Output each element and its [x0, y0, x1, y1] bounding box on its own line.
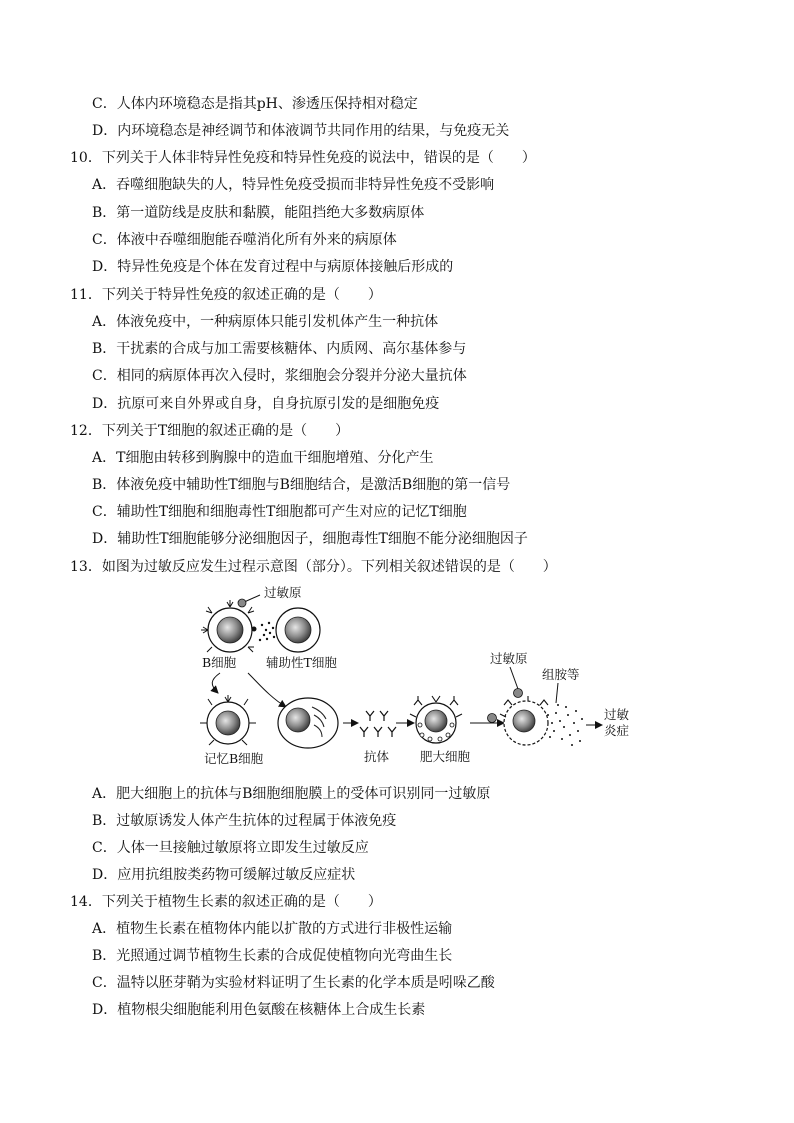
memory-b-cell — [200, 695, 256, 745]
degranulating-mast-cell — [500, 696, 583, 746]
q12-option-d: D．辅助性T细胞能够分泌细胞因子，细胞毒性T细胞不能分泌细胞因子 — [92, 531, 528, 547]
allergen-particle-top — [238, 595, 260, 607]
q11-stem: 11．下列关于特异性免疫的叙述正确的是（ ） — [70, 287, 382, 303]
q9-option-d: D．内环境稳态是神经调节和体液调节共同作用的结果，与免疫无关 — [92, 123, 510, 139]
helper-t-cell — [276, 608, 320, 652]
q13-option-d: D．应用抗组胺类药物可缓解过敏反应症状 — [92, 867, 356, 883]
allergy-process-figure — [190, 585, 650, 775]
q14-option-b: B．光照通过调节植物生长素的合成促使植物向光弯曲生长 — [92, 948, 453, 964]
q11-option-c: C．相同的病原体再次入侵时，浆细胞会分裂并分泌大量抗体 — [92, 368, 467, 384]
q10-stem: 10．下列关于人体非特异性免疫和特异性免疫的说法中，错误的是（ ） — [70, 150, 536, 166]
label-helper-t-cell: 辅助性T细胞 — [266, 655, 337, 670]
label-memory-b-cell: 记忆B细胞 — [204, 751, 264, 766]
label-antibody: 抗体 — [364, 749, 390, 764]
q11-option-a: A．体液免疫中，一种病原体只能引发机体产生一种抗体 — [92, 314, 439, 330]
cytokine-dots — [259, 622, 275, 641]
q10-option-a: A．吞噬细胞缺失的人，特异性免疫受损而非特异性免疫不受影响 — [92, 177, 495, 193]
label-b-cell: B细胞 — [202, 655, 237, 670]
q12-stem: 12．下列关于T细胞的叙述正确的是（ ） — [70, 423, 350, 439]
label-histamine: 组胺等 — [542, 667, 580, 682]
q14-option-d: D．植物根尖细胞能利用色氨酸在核糖体上合成生长素 — [92, 1002, 426, 1018]
plasma-cell — [278, 698, 338, 748]
q13-option-a: A．肥大细胞上的抗体与B细胞细胞膜上的受体可识别同一过敏原 — [92, 786, 491, 802]
label-inflammation-2: 炎症 — [604, 723, 630, 738]
mast-cell — [410, 696, 462, 743]
arrow-to-memory-b — [212, 673, 220, 693]
label-mast-cell: 肥大细胞 — [420, 749, 471, 764]
q10-option-d: D．特异性免疫是个体在发育过程中与病原体接触后形成的 — [92, 259, 454, 275]
histamine-pointer — [556, 683, 558, 703]
q14-stem: 14．下列关于植物生长素的叙述正确的是（ ） — [70, 894, 382, 910]
b-cell — [201, 600, 257, 652]
allergen-particle-middle — [488, 714, 497, 723]
q14-option-a: A．植物生长素在植物体内能以扩散的方式进行非极性运输 — [92, 921, 453, 937]
q10-option-c: C．体液中吞噬细胞能吞噬消化所有外来的病原体 — [92, 232, 397, 248]
q10-option-b: B．第一道防线是皮肤和黏膜，能阻挡绝大多数病原体 — [92, 205, 425, 221]
q11-option-d: D．抗原可来自外界或自身，自身抗原引发的是细胞免疫 — [92, 396, 440, 412]
label-allergen-top: 过敏原 — [264, 585, 302, 600]
q12-option-b: B．体液免疫中辅助性T细胞与B细胞结合，是激活B细胞的第一信号 — [92, 477, 511, 493]
q13-stem: 13．如图为过敏反应发生过程示意图（部分）。下列相关叙述错误的是（ ） — [70, 559, 557, 575]
q12-option-c: C．辅助性T细胞和细胞毒性T细胞都可产生对应的记忆T细胞 — [92, 504, 467, 520]
q11-option-b: B．干扰素的合成与加工需要核糖体、内质网、高尔基体参与 — [92, 341, 467, 357]
allergen-pointer-right — [510, 667, 518, 689]
label-allergen-right: 过敏原 — [490, 651, 528, 666]
q14-option-c: C．温特以胚芽鞘为实验材料证明了生长素的化学本质是吲哚乙酸 — [92, 975, 495, 991]
q13-option-b: B．过敏原诱发人体产生抗体的过程属于体液免疫 — [92, 813, 397, 829]
q12-option-a: A．T细胞由转移到胸腺中的造血干细胞增殖、分化产生 — [92, 450, 434, 466]
antibody-group — [360, 711, 396, 737]
arrow-to-plasma-cell — [248, 673, 286, 707]
label-inflammation-1: 过敏 — [604, 707, 630, 722]
allergen-particle-right — [514, 689, 523, 698]
q13-option-c: C．人体一旦接触过敏原将立即发生过敏反应 — [92, 840, 369, 856]
q9-option-c: C．人体内环境稳态是指其pH、渗透压保持相对稳定 — [92, 96, 418, 112]
